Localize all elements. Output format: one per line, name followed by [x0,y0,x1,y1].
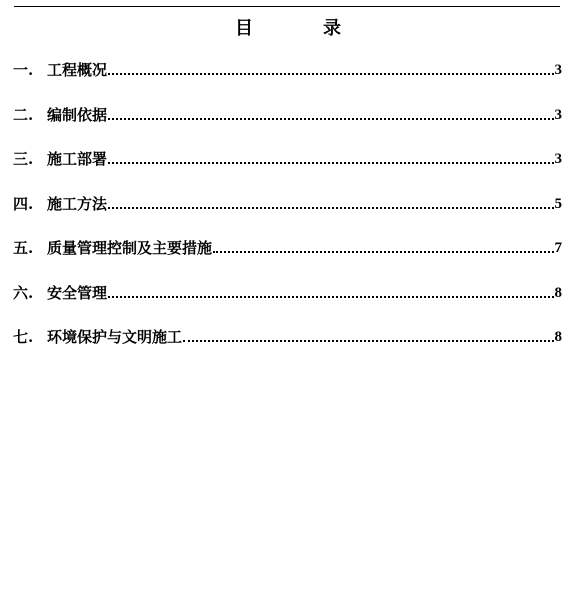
toc-entry-number: 七. [13,328,34,346]
toc-entry-title: 编制依据 [47,105,108,124]
toc-entry-page: 8 [554,329,562,345]
toc-entry-page: 3 [554,151,562,167]
toc-dot-leader [108,118,553,120]
toc-dot-leader [108,207,553,209]
toc-entry-title: 质量管理控制及主要措施 [47,239,213,257]
toc-entry-number: 六. [13,283,34,302]
toc-entry[interactable] [13,283,562,303]
toc-entry-page: 3 [554,106,562,123]
toc-title-part2: 录 [323,18,341,39]
table-of-contents [13,60,562,372]
toc-entry-title: 工程概况 [47,61,108,79]
toc-entry[interactable] [13,149,562,169]
toc-entry-page: 3 [554,62,562,78]
toc-entry-number: 二. [13,105,34,124]
toc-entry-title: 施工部署 [47,150,108,168]
toc-entry[interactable] [13,194,562,214]
toc-entry[interactable] [13,105,562,125]
toc-entry-title: 施工方法 [47,194,108,213]
toc-dot-leader [213,251,553,253]
toc-title-part1: 目 [235,18,253,39]
toc-entry-title: 环境保护与文明施工 [47,328,183,346]
toc-entry-number: 三. [13,150,34,168]
toc-entry[interactable] [13,238,562,258]
toc-entry-title: 安全管理 [47,283,108,302]
toc-entry[interactable] [13,60,562,80]
toc-entry-number: 四. [13,194,34,213]
page-header-rule [14,0,560,7]
toc-dot-leader [108,162,553,164]
toc-entry-page: 8 [554,284,562,301]
toc-dot-leader [108,73,553,75]
toc-dot-leader [183,340,553,342]
toc-title [0,14,576,40]
toc-entry[interactable] [13,327,562,347]
toc-entry-number: 一. [13,61,34,79]
toc-entry-number: 五. [13,239,34,257]
toc-entry-page: 7 [554,240,562,256]
toc-dot-leader [108,296,553,298]
toc-entry-page: 5 [554,195,562,212]
